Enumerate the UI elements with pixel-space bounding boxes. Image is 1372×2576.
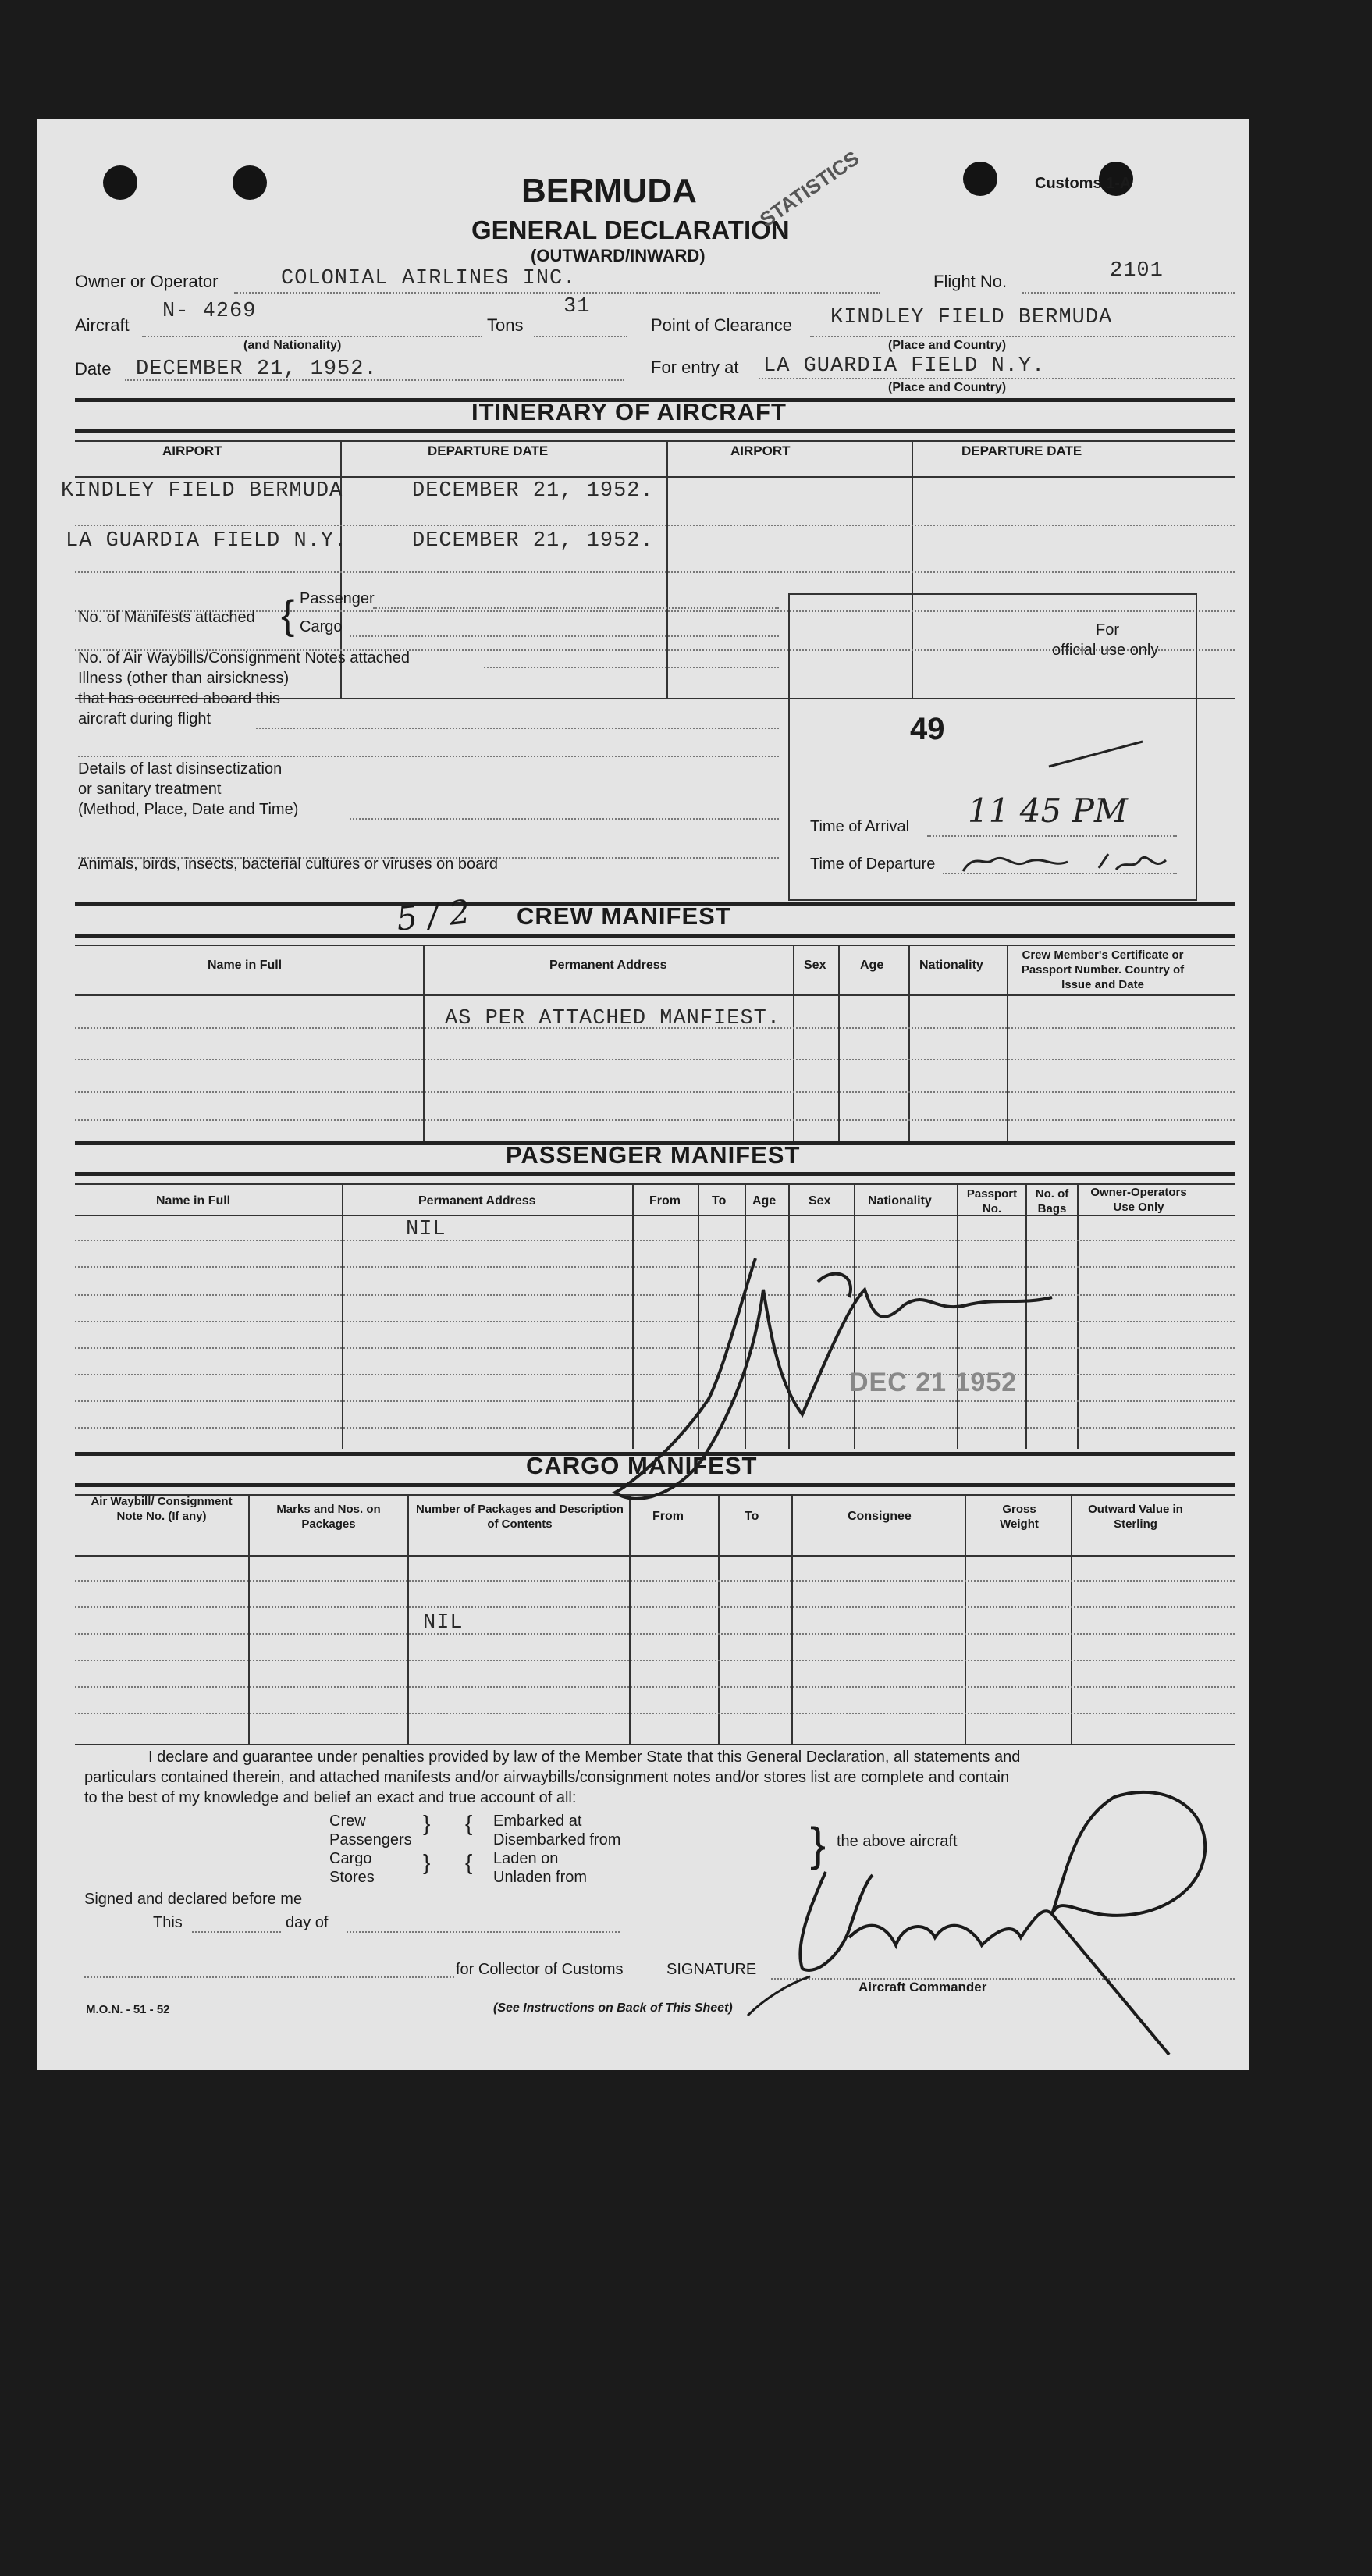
- itinerary-header-date-2: DEPARTURE DATE: [961, 443, 1082, 458]
- illness-line-2: that has occurred aboard this: [78, 690, 281, 707]
- brace: }: [423, 1811, 431, 1835]
- aircraft-value: N- 4269: [162, 300, 257, 323]
- tons-label: Tons: [487, 315, 524, 335]
- passenger-header-nationality: Nationality: [868, 1194, 932, 1208]
- aircraft-label: Aircraft: [75, 315, 130, 335]
- declaration-line-3: to the best of my knowledge and belief an exact and true account of all:: [84, 1789, 577, 1806]
- declaration-embarked: Embarked at: [493, 1813, 582, 1830]
- itinerary-title: ITINERARY OF AIRCRAFT: [471, 398, 787, 425]
- crew-header-certificate: Crew Member's Certificate or Passport Number. Country of Issue and Date: [1021, 948, 1185, 991]
- place-country-note-2: (Place and Country): [888, 381, 1007, 394]
- declaration-crew: Crew: [329, 1813, 366, 1830]
- illness-line-1: Illness (other than airsickness): [78, 670, 290, 687]
- crew-note: 5 / 2: [394, 892, 472, 938]
- flight-value: 2101: [1110, 259, 1164, 283]
- passenger-title: PASSENGER MANIFEST: [506, 1141, 801, 1169]
- brace: }: [810, 1818, 826, 1870]
- cargo-entry: NIL: [423, 1611, 464, 1635]
- animals-label: Animals, birds, insects, bacterial cultures or viruses on board: [78, 856, 499, 873]
- cargo-label: Cargo: [300, 618, 343, 635]
- owner-value: COLONIAL AIRLINES INC.: [281, 267, 577, 290]
- departure-label: Time of Departure: [810, 856, 936, 873]
- passenger-header-name: Name in Full: [156, 1194, 231, 1208]
- cargo-header-waybill: Air Waybill/ Consignment Note No. (If any): [91, 1495, 233, 1523]
- form-number: M.O.N. - 51 - 52: [86, 2003, 170, 2016]
- clearance-value: KINDLEY FIELD BERMUDA: [830, 306, 1113, 329]
- instructions-note: (See Instructions on Back of This Sheet): [493, 2001, 733, 2015]
- passenger-header-address: Permanent Address: [418, 1194, 536, 1208]
- declaration-form: [37, 119, 1249, 2070]
- date-stamp: DEC 21 1952: [849, 1368, 1018, 1397]
- entry-label: For entry at: [651, 358, 739, 377]
- declaration-unladen: Unladen from: [493, 1869, 588, 1886]
- passenger-label: Passenger: [300, 590, 375, 607]
- passenger-header-from: From: [649, 1194, 681, 1208]
- manifests-label: No. of Manifests attached: [78, 609, 255, 626]
- declaration-line-2: particulars contained therein, and attached manifests and/or airwaybills/consignment notes and/or stores list are complete and contain: [84, 1769, 1010, 1786]
- passenger-header-to: To: [712, 1194, 727, 1208]
- cargo-header-marks: Marks and Nos. on Packages: [276, 1503, 381, 1531]
- passenger-header-bags: No. of Bags: [1035, 1187, 1069, 1215]
- itinerary-header-airport-2: AIRPORT: [730, 443, 791, 458]
- owner-label: Owner or Operator: [75, 272, 219, 291]
- cargo-header-weight: Gross Weight: [1000, 1503, 1039, 1531]
- crew-header-sex: Sex: [804, 959, 826, 972]
- brace: }: [423, 1850, 431, 1874]
- date-value: DECEMBER 21, 1952.: [136, 358, 378, 381]
- declaration-stores: Stores: [329, 1869, 375, 1886]
- crew-entry: AS PER ATTACHED MANFIEST.: [445, 1007, 781, 1030]
- official-number: 49: [910, 712, 945, 746]
- disinfect-line-3: (Method, Place, Date and Time): [78, 801, 299, 818]
- itinerary-row-1-airport: KINDLEY FIELD BERMUDA: [61, 479, 343, 503]
- brace: {: [465, 1811, 473, 1835]
- country-heading: BERMUDA: [521, 172, 697, 210]
- brace: {: [281, 592, 295, 638]
- this-label: This: [153, 1914, 183, 1931]
- flight-label: Flight No.: [933, 272, 1008, 291]
- itinerary-row-1-date: DECEMBER 21, 1952.: [412, 479, 654, 503]
- declaration-line-1: I declare and guarantee under penalties provided by law of the Member State that this General Declaration, all statements and: [148, 1749, 1021, 1766]
- passenger-header-sex: Sex: [809, 1194, 831, 1208]
- crew-header-address: Permanent Address: [549, 959, 667, 972]
- cargo-header-value: Outward Value in Sterling: [1088, 1503, 1183, 1531]
- tons-value: 31: [563, 295, 591, 318]
- declaration-cargo: Cargo: [329, 1850, 372, 1867]
- itinerary-header-airport: AIRPORT: [162, 443, 222, 458]
- place-country-note: (Place and Country): [888, 339, 1007, 352]
- cargo-header-to: To: [745, 1510, 759, 1523]
- nationality-note: (and Nationality): [243, 339, 342, 352]
- itinerary-row-2-date: DECEMBER 21, 1952.: [412, 529, 654, 553]
- cargo-header-packages: Number of Packages and Description of Contents: [416, 1503, 624, 1531]
- illness-line-3: aircraft during flight: [78, 710, 211, 728]
- day-of-label: day of: [286, 1914, 329, 1931]
- signed-label: Signed and declared before me: [84, 1891, 303, 1908]
- declaration-aircraft: the above aircraft: [837, 1833, 958, 1850]
- crew-header-nationality: Nationality: [919, 959, 983, 972]
- cargo-title: CARGO MANIFEST: [526, 1452, 758, 1479]
- declaration-disembarked: Disembarked from: [493, 1831, 621, 1848]
- crew-header-name: Name in Full: [208, 959, 283, 972]
- form-subtitle: (OUTWARD/INWARD): [531, 246, 706, 265]
- arrival-label: Time of Arrival: [810, 818, 910, 835]
- date-label: Date: [75, 359, 112, 379]
- entry-value: LA GUARDIA FIELD N.Y.: [763, 354, 1046, 378]
- declaration-laden: Laden on: [493, 1850, 559, 1867]
- declaration-passengers: Passengers: [329, 1831, 412, 1848]
- handwritten-marks: [37, 119, 1249, 2070]
- cargo-header-consignee: Consignee: [848, 1510, 912, 1523]
- collector-label: for Collector of Customs: [456, 1961, 624, 1978]
- crew-title: CREW MANIFEST: [517, 902, 731, 930]
- passenger-entry: NIL: [406, 1218, 446, 1241]
- waybills-label: No. of Air Waybills/Consignment Notes attached: [78, 649, 411, 667]
- official-use-label-1: For: [1096, 621, 1119, 639]
- disinfect-line-2: or sanitary treatment: [78, 781, 222, 798]
- form-title: GENERAL DECLARATION: [471, 215, 790, 244]
- arrival-value: 11 45 PM: [968, 792, 1128, 830]
- disinfect-line-1: Details of last disinsectization: [78, 760, 283, 777]
- cargo-header-from: From: [652, 1510, 684, 1523]
- official-use-label-2: official use only: [1052, 642, 1159, 659]
- passenger-header-passport: Passport No.: [966, 1187, 1018, 1215]
- brace: {: [465, 1850, 473, 1874]
- statistics-stamp: STATISTICS: [755, 146, 864, 232]
- commander-label: Aircraft Commander: [858, 1980, 987, 1994]
- crew-header-age: Age: [860, 959, 884, 972]
- clearance-label: Point of Clearance: [651, 315, 792, 335]
- passenger-header-age: Age: [752, 1194, 777, 1208]
- passenger-header-owner: Owner-Operators Use Only: [1090, 1186, 1187, 1214]
- itinerary-row-2-airport: LA GUARDIA FIELD N.Y.: [66, 529, 348, 553]
- itinerary-header-date: DEPARTURE DATE: [428, 443, 549, 458]
- form-code: Customs 1-A: [1035, 175, 1132, 192]
- signature-label: SIGNATURE: [666, 1961, 757, 1978]
